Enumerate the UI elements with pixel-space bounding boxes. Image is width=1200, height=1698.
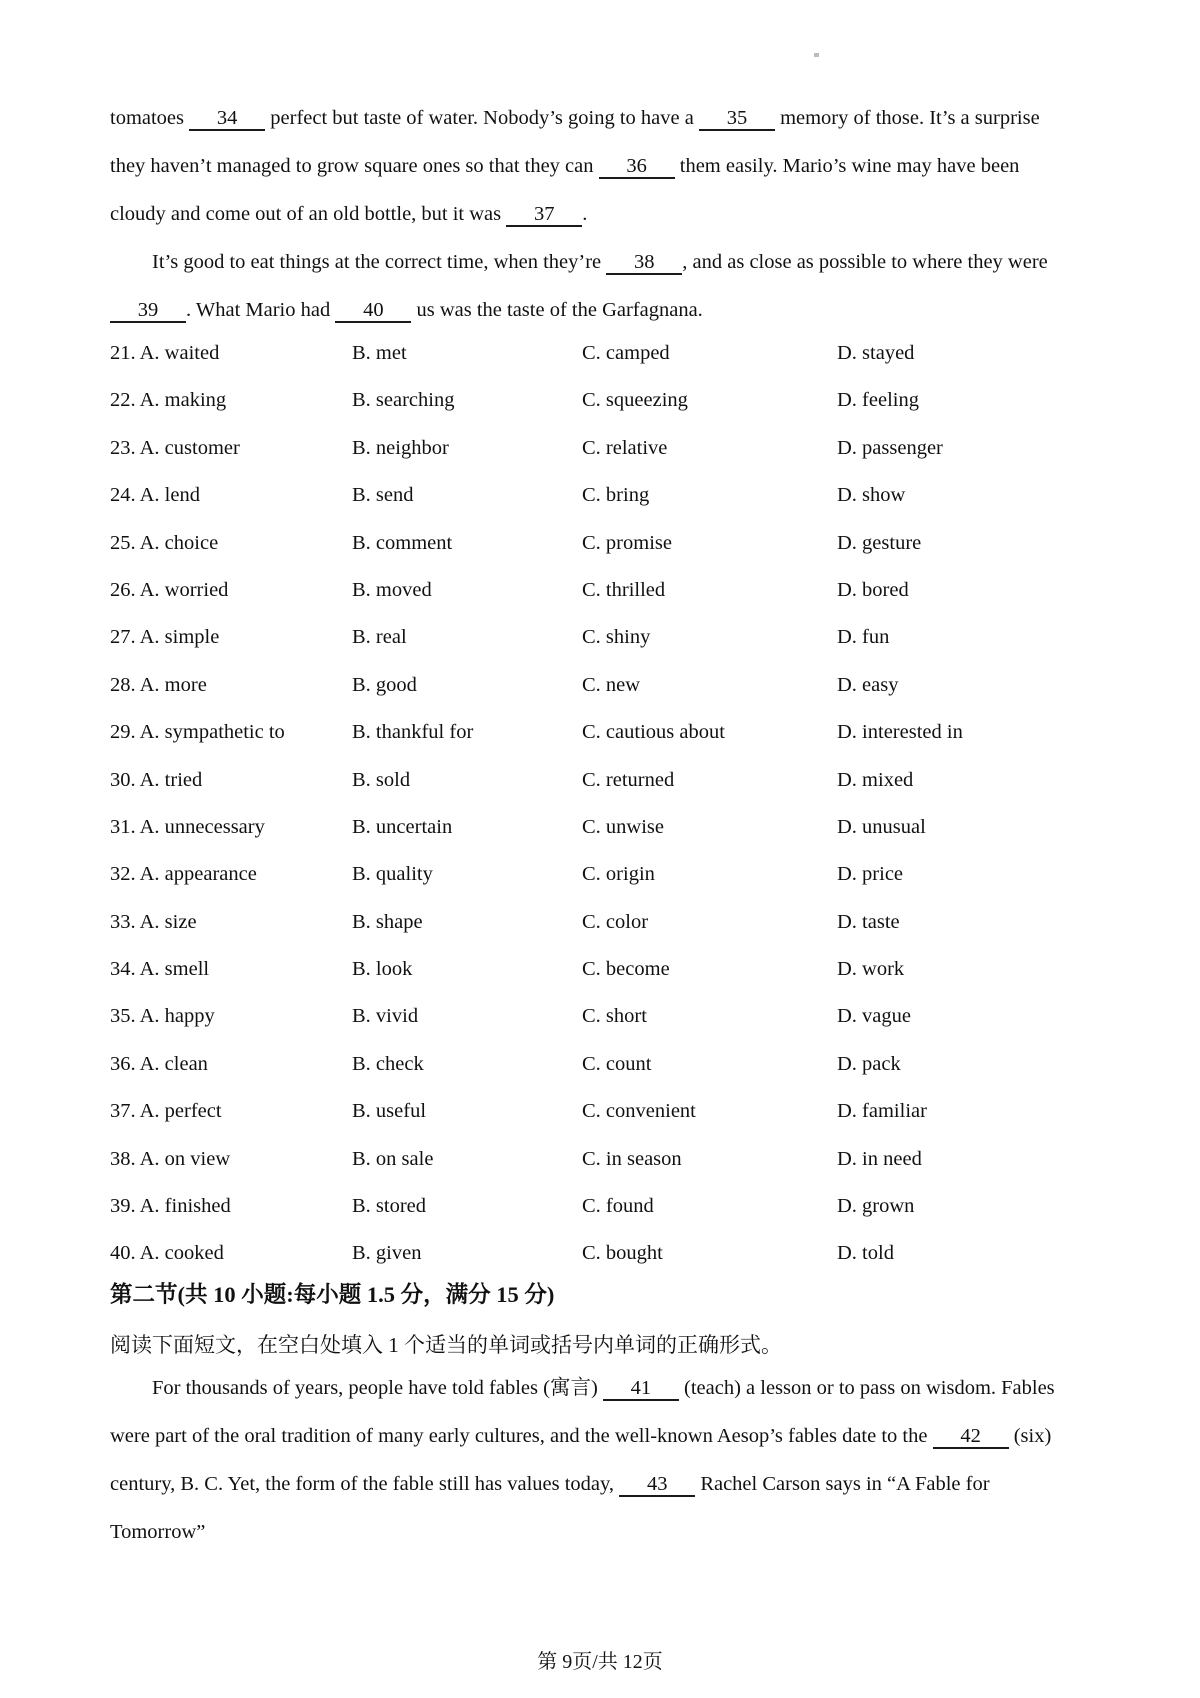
option-cell: C. relative xyxy=(582,436,668,459)
option-cell: B. send xyxy=(352,484,414,507)
option-cell: 33. A. size xyxy=(110,910,197,933)
option-cell: D. show xyxy=(837,484,906,507)
option-row xyxy=(110,804,1110,851)
cloze-passage xyxy=(110,94,1048,334)
option-row xyxy=(110,1041,1110,1088)
text-line: It’s good to eat things at the correct time, when they’re 38 , and as close as possible to where they were xyxy=(152,251,1048,273)
option-row xyxy=(110,567,1110,614)
option-cell: 21. A. waited xyxy=(110,342,220,364)
option-cell: 40. A. cooked xyxy=(110,1242,224,1265)
option-cell: C. cautious about xyxy=(582,721,725,744)
blank-40: 40 xyxy=(335,300,411,323)
option-cell: 22. A. making xyxy=(110,389,227,412)
option-cell: B. searching xyxy=(352,389,455,412)
option-row xyxy=(110,1230,1110,1277)
section-heading: 第二节(共 10 小题:每小题 1.5 分，满分 15 分) xyxy=(110,1282,555,1307)
option-row xyxy=(110,1088,1110,1135)
option-cell: B. shape xyxy=(352,910,423,933)
option-cell: D. feeling xyxy=(837,389,919,412)
option-cell: 34. A. smell xyxy=(110,958,210,981)
option-cell: B. check xyxy=(352,1052,424,1075)
option-cell: B. moved xyxy=(352,578,432,601)
blank-38: 38 xyxy=(606,252,682,275)
option-cell: D. passenger xyxy=(837,436,943,459)
option-cell: D. stayed xyxy=(837,342,915,364)
option-cell: 23. A. customer xyxy=(110,436,240,459)
blank-39: 39 xyxy=(110,300,186,323)
option-cell: D. grown xyxy=(837,1195,915,1218)
option-cell: B. look xyxy=(352,958,413,981)
option-row xyxy=(110,377,1110,424)
option-cell: B. comment xyxy=(352,531,453,554)
option-cell: C. bought xyxy=(582,1242,663,1265)
option-cell: C. new xyxy=(582,673,641,696)
text-line: 39 . What Mario had 40 us was the taste of the Garfagnana. xyxy=(110,286,1048,334)
stray-mark xyxy=(814,53,819,57)
option-cell: B. vivid xyxy=(352,1005,419,1028)
option-row xyxy=(110,472,1110,519)
option-row xyxy=(110,946,1110,993)
option-cell: D. told xyxy=(837,1242,894,1265)
option-cell: D. mixed xyxy=(837,768,914,791)
option-cell: D. fun xyxy=(837,626,890,649)
option-cell: B. uncertain xyxy=(352,815,453,838)
text-line: cloudy and come out of an old bottle, but it was 37 . xyxy=(110,203,588,225)
option-cell: 30. A. tried xyxy=(110,768,203,791)
option-cell: C. shiny xyxy=(582,626,651,649)
option-cell: D. bored xyxy=(837,578,909,601)
blank-43: 43 xyxy=(619,1474,695,1497)
page-footer: 第 9页/共 12页 xyxy=(537,1651,663,1673)
text-line: century, B. C. Yet, the form of the fable still has values today, 43 Rachel Carson says in “A Fable for xyxy=(110,1473,990,1495)
blank-41: 41 xyxy=(603,1378,679,1401)
option-cell: 31. A. unnecessary xyxy=(110,815,265,838)
blank-34: 34 xyxy=(189,108,265,131)
option-cell: 25. A. choice xyxy=(110,531,219,554)
option-cell: 38. A. on view xyxy=(110,1147,231,1170)
fable-passage xyxy=(110,1364,1055,1556)
option-cell: D. price xyxy=(837,863,904,886)
option-cell: B. stored xyxy=(352,1195,427,1218)
option-cell: B. met xyxy=(352,342,407,364)
option-row xyxy=(110,757,1110,804)
option-cell: C. camped xyxy=(582,342,670,364)
option-cell: B. quality xyxy=(352,863,433,886)
fill-instruction: 阅读下面短文，在空白处填入 1 个适当的单词或括号内单词的正确形式。 xyxy=(110,1333,782,1357)
option-cell: 29. A. sympathetic to xyxy=(110,721,285,744)
option-cell: C. thrilled xyxy=(582,578,666,601)
option-cell: 39. A. finished xyxy=(110,1195,231,1218)
option-cell: C. convenient xyxy=(582,1100,696,1123)
option-cell: C. in season xyxy=(582,1147,682,1170)
option-cell: B. on sale xyxy=(352,1147,434,1170)
option-cell: C. become xyxy=(582,958,670,981)
option-cell: 26. A. worried xyxy=(110,578,229,601)
option-cell: D. interested in xyxy=(837,721,963,744)
text-line: For thousands of years, people have told fables (寓言) 41 (teach) a lesson or to pass on wisdom. Fables xyxy=(152,1377,1055,1399)
option-cell: C. squeezing xyxy=(582,389,688,412)
option-row xyxy=(110,993,1110,1040)
option-cell: D. familiar xyxy=(837,1100,927,1123)
option-cell: D. taste xyxy=(837,910,900,933)
option-cell: 28. A. more xyxy=(110,673,207,696)
text-line: tomatoes 34 perfect but taste of water. Nobody’s going to have a 35 memory of those. It’s a surprise xyxy=(110,107,1040,129)
options-table xyxy=(110,330,1110,1278)
option-cell: 35. A. happy xyxy=(110,1005,215,1028)
option-row xyxy=(110,709,1110,756)
option-cell: B. real xyxy=(352,626,407,649)
option-row xyxy=(110,520,1110,567)
option-cell: B. good xyxy=(352,673,417,696)
option-row xyxy=(110,330,1110,377)
option-cell: 32. A. appearance xyxy=(110,863,257,886)
blank-35: 35 xyxy=(699,108,775,131)
option-cell: D. unusual xyxy=(837,815,926,838)
option-cell: 27. A. simple xyxy=(110,626,220,649)
option-cell: 37. A. perfect xyxy=(110,1100,222,1123)
option-row xyxy=(110,851,1110,898)
option-row xyxy=(110,614,1110,661)
option-row xyxy=(110,899,1110,946)
option-cell: C. origin xyxy=(582,863,655,886)
option-cell: B. neighbor xyxy=(352,436,449,459)
option-cell: C. color xyxy=(582,910,649,933)
blank-42: 42 xyxy=(933,1426,1009,1449)
option-cell: B. sold xyxy=(352,768,411,791)
option-cell: D. in need xyxy=(837,1147,922,1170)
option-cell: C. short xyxy=(582,1005,647,1028)
option-row xyxy=(110,662,1110,709)
blank-36: 36 xyxy=(599,156,675,179)
option-cell: C. unwise xyxy=(582,815,664,838)
option-cell: B. given xyxy=(352,1242,422,1265)
text-line: Tomorrow” xyxy=(110,1521,206,1543)
option-cell: D. vague xyxy=(837,1005,912,1028)
option-cell: B. useful xyxy=(352,1100,427,1123)
option-cell: D. pack xyxy=(837,1052,901,1075)
option-cell: D. easy xyxy=(837,673,899,696)
option-cell: C. found xyxy=(582,1195,654,1218)
option-cell: D. work xyxy=(837,958,905,981)
option-row xyxy=(110,1136,1110,1183)
option-cell: B. thankful for xyxy=(352,721,474,744)
option-cell: D. gesture xyxy=(837,531,922,554)
blank-37: 37 xyxy=(506,204,582,227)
option-row xyxy=(110,425,1110,472)
option-row xyxy=(110,1183,1110,1230)
option-cell: 36. A. clean xyxy=(110,1052,208,1075)
option-cell: C. returned xyxy=(582,768,675,791)
option-cell: 24. A. lend xyxy=(110,484,200,507)
option-cell: C. bring xyxy=(582,484,650,507)
option-cell: C. count xyxy=(582,1052,652,1075)
option-cell: C. promise xyxy=(582,531,672,554)
text-line: were part of the oral tradition of many early cultures, and the well-known Aesop’s fables date to the 42 (six) xyxy=(110,1425,1052,1447)
text-line: they haven’t managed to grow square ones so that they can 36 them easily. Mario’s wine may have been xyxy=(110,155,1020,177)
